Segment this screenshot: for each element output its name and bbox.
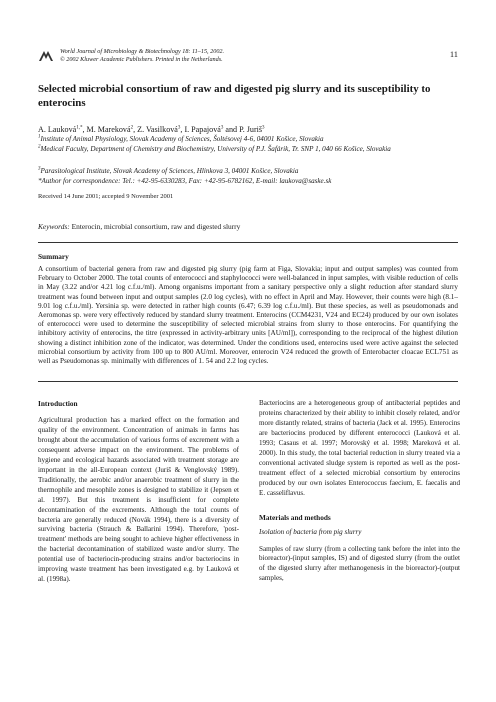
left-column: [38, 399, 239, 585]
methods-paragraph: Samples of raw slurry (from a collecting tank before the inlet into the bioreactor)-(input samples, IS) and of digested slurry (from the outlet of the digested slurry after methanogenesis in the bioreactor)-(output samples,: [259, 544, 460, 583]
publisher-logo-icon: [38, 49, 54, 63]
author: I. Papajová: [184, 125, 221, 134]
divider: [38, 381, 458, 382]
affiliation: [38, 167, 458, 176]
affiliation: [38, 145, 458, 154]
divider: [38, 242, 458, 243]
affiliation: [38, 135, 458, 144]
author-sup: 3: [262, 125, 265, 131]
affiliation-sup: 1: [38, 134, 41, 140]
methods-heading: Materials and methods: [259, 512, 331, 522]
right-column: [259, 399, 460, 584]
keywords: [38, 222, 458, 231]
affiliation-sup: 2: [38, 144, 41, 150]
page-number: 11: [449, 49, 458, 59]
keywords-text: Enterocin, microbial consortium, raw and digested slurry: [71, 222, 241, 231]
affiliation-sup: 3: [38, 166, 41, 172]
author: Z. Vasilková: [137, 125, 178, 134]
keywords-label: Keywords:: [38, 222, 70, 231]
author-list: A. Lauková$^{1,*}$, M. Mareková$^2$, Z. Vasilková$^3$, I. Papajová$^3$ and P. Juriš$^3$: [38, 125, 265, 134]
affiliation-text: Medical Faculty, Department of Chemistry and Biochemistry, University of P.J. Šafárik, Tr. SNP 1, 040 66 Košice, Slovakia: [40, 145, 391, 153]
running-header: [38, 48, 458, 68]
author: A. Lauková: [38, 125, 77, 134]
author: M. Mareková: [86, 125, 131, 134]
methods-subheading: Isolation of bacteria from pig slurry: [259, 527, 362, 536]
author: P. Juriš: [239, 125, 263, 134]
received-date: Received 14 June 2001; accepted 9 November 2001: [38, 193, 174, 200]
article-title: Selected microbial consortium of raw and digested pig slurry and its susceptibility to enterocins: [38, 83, 431, 109]
correspondence-note: *Author for correspondence: Tel.: +42-95-6330283, Fax: +42-95-6782162, E-mail: laukova@saske.sk: [38, 177, 332, 185]
introduction-heading: Introduction: [38, 399, 78, 408]
introduction-paragraph: Agricultural production has a marked effect on the formation and quality of the environment. Concentration of animals in farms has brought about the accumulation of various forms of excrement with a consequent adverse impact on the environment. The problems of hygiene and ecological hazards associated with treatment storage are important in the all-European context (Juriš & Venglovský 1989). Traditionally, the aerobic and/or anaerobic treatment of slurry in the thermophile and mesophile zones is designed to stabilize it (Jepsen et al. 1997). But this treatment is insufficient for complete decontamination of the excrements. Although the total counts of bacteria are generally reduced (Novák 1994), there is a diversity of surviving bacteria (Strauch & Ballarini 1994). Therefore, 'post-treatment' methods are being sought to achieve higher effectiveness in the bacterial decontamination of stabilized waste and/or slurry. The potential use of bacteriocin-producing strains and/or bacteriocins in improving waste treatment has been investigated e.g. by Lauková et al. (1998a).: [38, 416, 239, 584]
summary-text: A consortium of bacterial genera from raw and digested pig slurry (pig farm at Figa, Slovakia; input and output samples) was counted from February to October 2000. The total counts of enterococci and staphylococci were well-balanced in input samples, with visible reduction of cells in May (3.22 and/or 4.21 log c.f.u./ml). Among organisms important from a sanitary perspective only a slight reduction after standard slurry treatment was found between input and output samples (2.0 log cycles), with no effect in April and May. However, their counts were high (8.1–9.01 log c.f.u./ml). Yersinia sp. were detected in rather high counts (6.47; 6.39 log c.f.u./ml). But these species, as well as pseudomonads and Aeromonas sp. were very effectively reduced by standard slurry treatment. Enterocins (CCM4231, V24 and EC24) produced by our own isolates of enterococci were used to determine the susceptibility of selected microbial strains from slurry to those enterocins. For quantifying the inhibitory activity of enterocins, the titre (expressed in activity-arbitrary units [AU/ml]), corresponding to the reciprocal of the highest dilution showing a distinct inhibition zone of the indicator, was determined. Under the conditions used, enterocins used were active against the selected microbial consortium by activity from 100 up to 800 AU/ml. Moreover, enterocin V24 reduced the growth of Enterobacter cloacae ECL751 as well as Pseudomonas sp. minimally with differences of 1. 54 and 2.2 log cycles.: [38, 265, 458, 366]
author-sup: 3: [177, 125, 181, 131]
author-sup: 1,*: [76, 125, 83, 131]
copyright-line: © 2002 Kluwer Academic Publishers. Printed in the Netherlands.: [60, 55, 223, 63]
introduction-paragraph: Bacteriocins are a heterogeneous group of antibacterial peptides and proteins characterized by their ability to inhibit closely related, and/or more distantly related, strains of bacteria (Jack et al. 1995). Enterocins are bacteriocins produced by different enterococci (Lauková et al. 1993; Casaus et al. 1997; Morovský et al. 1998; Mareková et al. 2000). In this study, the total bacterial reduction in slurry treated via a conventional activated sludge system is reported as well as the post-treatment effect of a selected microbial consortium by enterocins produced by our own isolates Enterococcus faecium, E. faecalis and E. casseliflavus.: [259, 399, 460, 497]
author-sup: 3: [220, 125, 224, 131]
affiliation-text: Parasitological Institute, Slovak Academy of Sciences, Hlinkova 3, 04001 Košice, Slovakia: [40, 167, 299, 175]
affiliation-text: Institute of Animal Physiology, Slovak Academy of Sciences, Šoltésovej 4-6, 04001 Košice, Slovakia: [40, 135, 324, 143]
author-sup: 2: [130, 125, 134, 131]
journal-citation: World Journal of Microbiology & Biotechnology 18: 11–15, 2002.: [60, 48, 225, 55]
summary-heading: Summary: [38, 252, 69, 261]
